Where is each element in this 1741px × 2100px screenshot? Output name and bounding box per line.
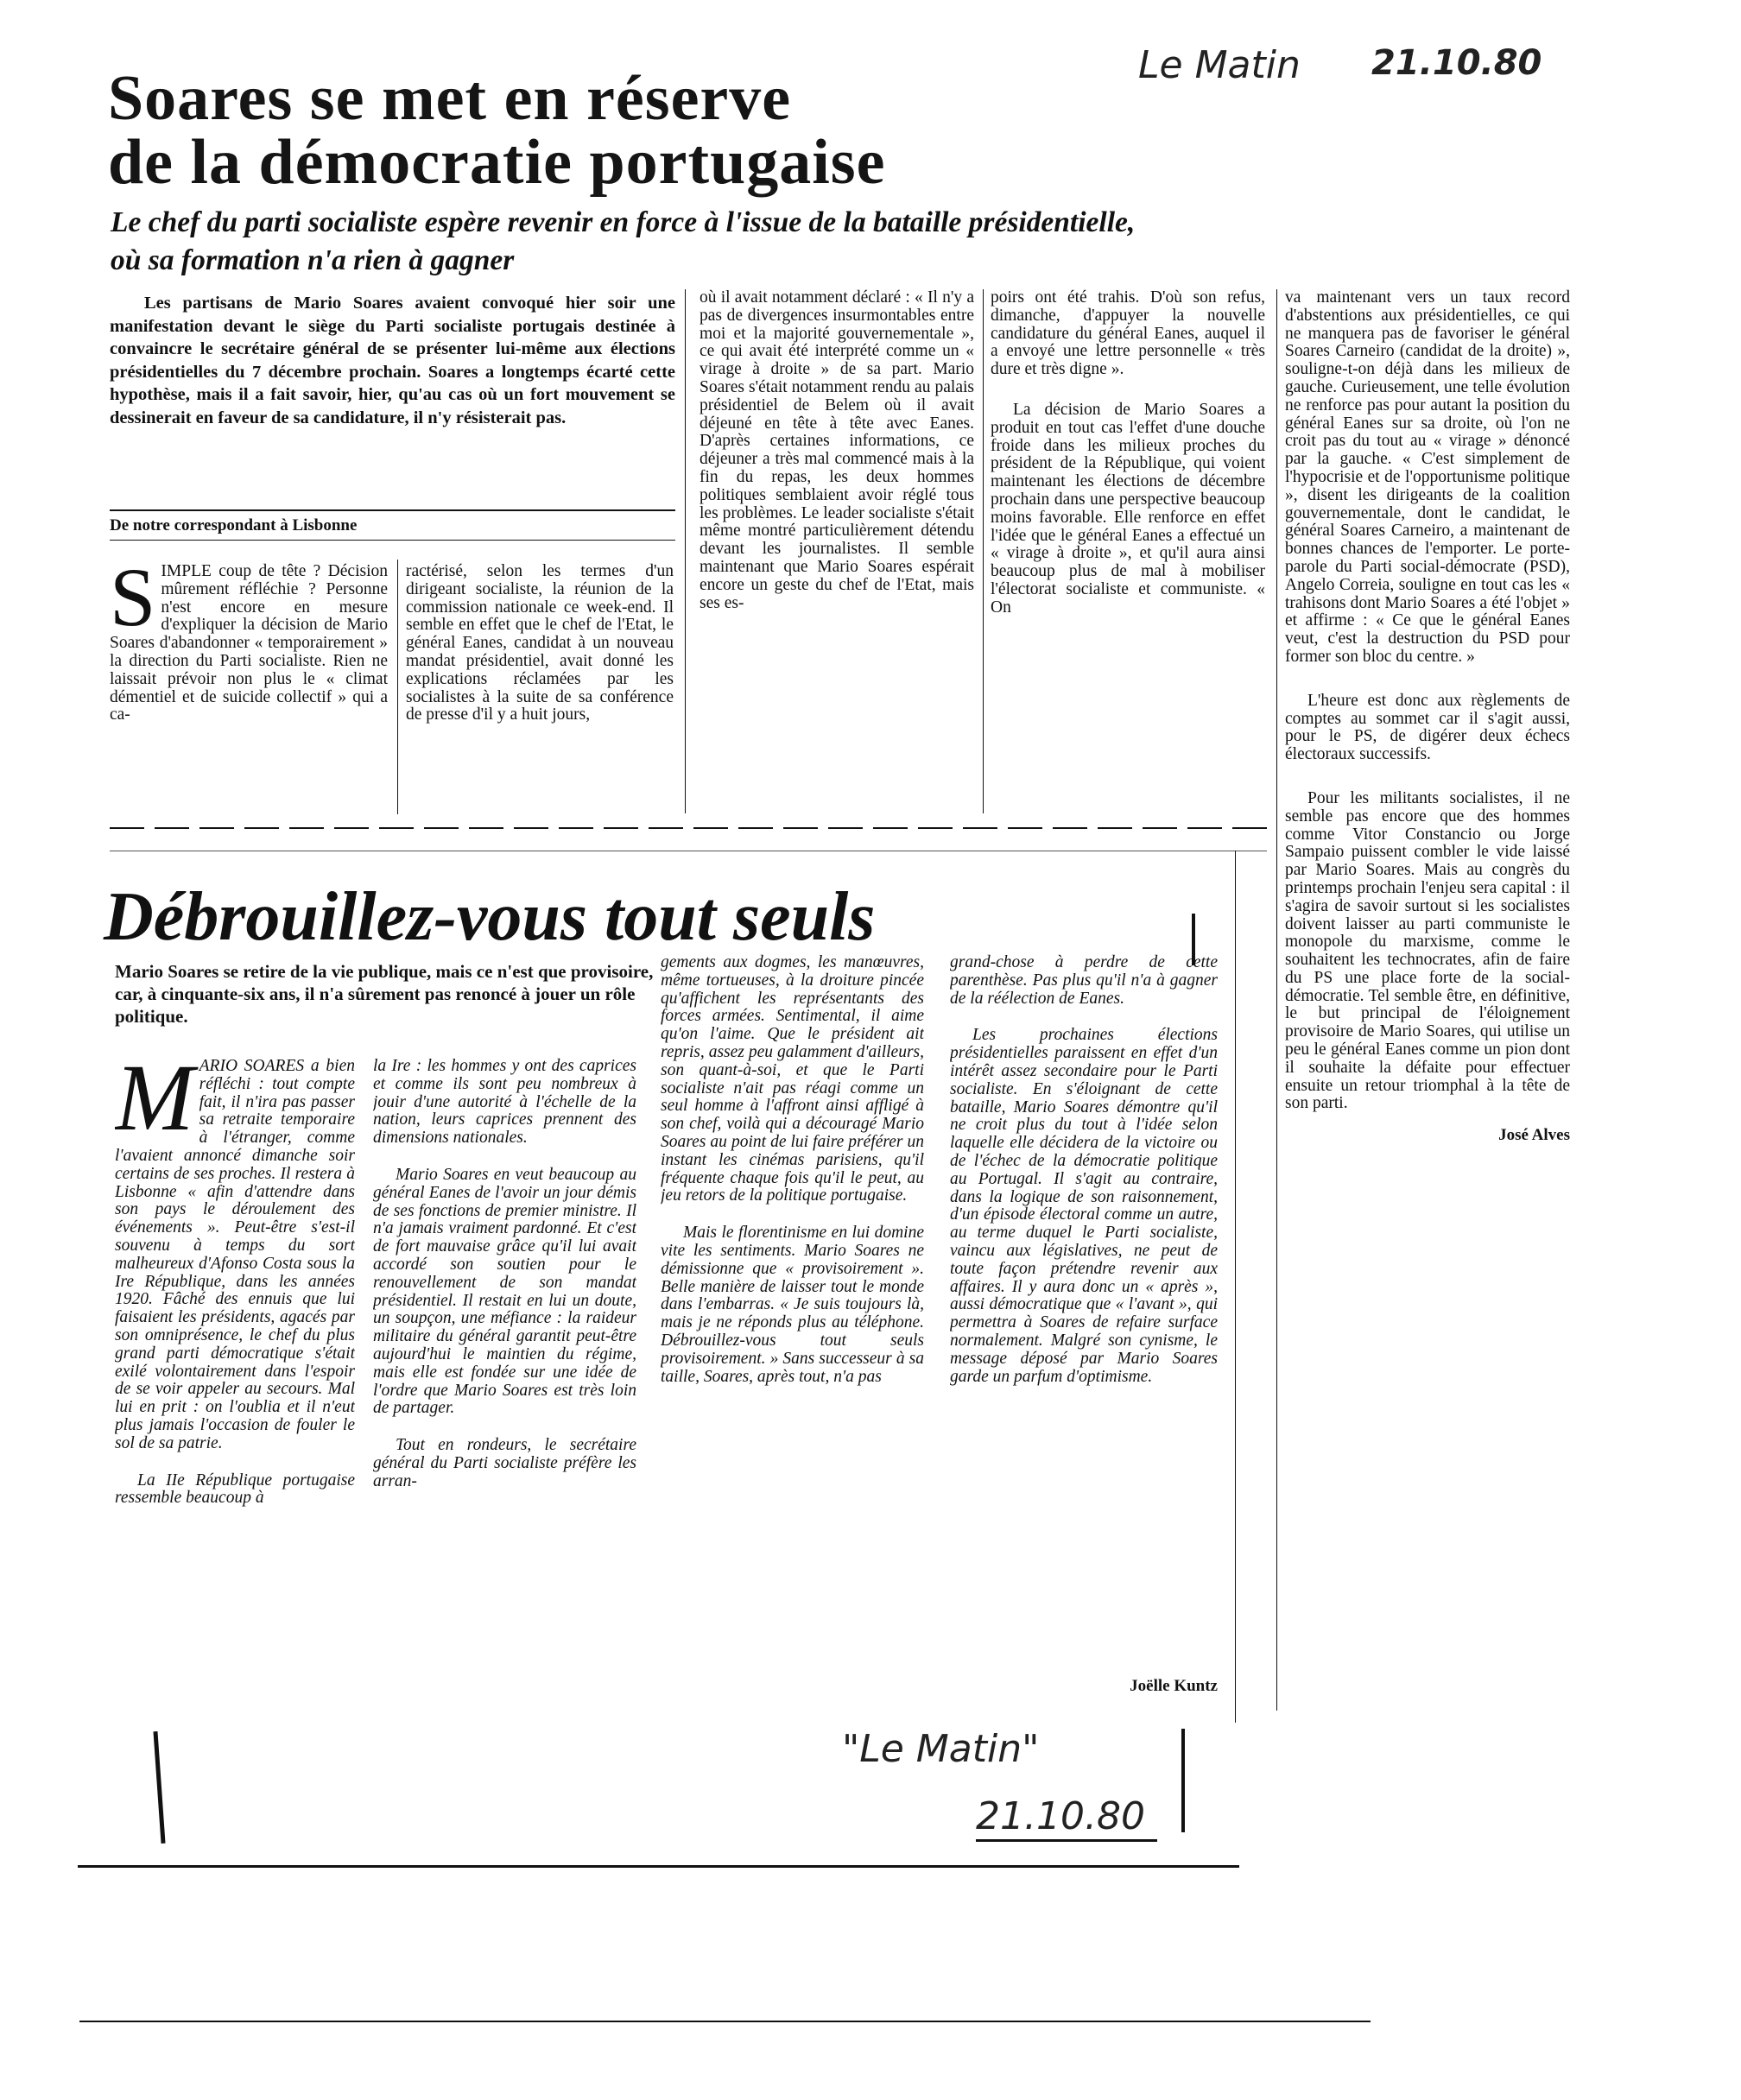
article1-column-5-paragraph-1: va maintenant vers un taux record d'abstentions aux présidentielles, ce qui ne manquera pas de favoriser le général Soares Carneiro (candidat de la droite) », souligne-t-on déjà dans les milieux de gauche. Curieusement, une telle évolution ne renforce pas pour autant la position du général Eanes sur sa droite, où l'on ne croit pas du tout au « virage » dénoncé par la gauche. « C'est simplement de l'hypocrisie et de l'opportunisme politique », disent les dirigeants de la coalition gouvernementale, dont le candidat, le général Soares Carneiro, a maintenant de bonnes chances de l'emporter. Le porte-parole du Parti social-démocrate (PSD), Angelo Correia, souligne en tout cas les « trahisons dont Mario Soares a été l'objet » et affirme : « Ce que le général Eanes veut, c'est la destruction du PSD pour former son bloc du centre. » [1285, 289, 1570, 666]
article2-column-4 [950, 954, 1218, 1679]
article1-column-rule-1 [397, 560, 398, 814]
handwritten-bar-left [153, 1731, 165, 1844]
article1-column-1-text: IMPLE coup de tête ? Décision mûrement réfléchie ? Personne n'est encore en mesure d'expliquer la décision de Mario Soares d'abandonner « temporairement » la direction du Parti socialiste. Rien ne laissait prévoir non plus le « climat démentiel et de suicide collectif » qui a ca- [110, 563, 388, 724]
handwritten-bar-right [1181, 1729, 1185, 1832]
article2-bottom-rule [78, 1865, 1239, 1868]
article1-column-2: ractérisé, selon les termes d'un dirigeant socialiste, la réunion de la commission nationale ce week-end. Il semble en effet que le chef de l'Etat, le général Eanes, candidat à un nouveau mandat présidentiel, avait donné les explications réclamées par les socialistes à la suite de sa conférence de presse d'il y a huit jours, [406, 563, 674, 724]
handwritten-bottom-source-note: "Le Matin" [842, 1727, 1040, 1771]
article2-column-4-paragraph-1: grand-chose à perdre de cette parenthèse. Pas plus qu'il n'a à gagner de la réélection de Eanes. [950, 954, 1218, 1008]
article2-headline: Débrouillez-vous tout seuls [104, 879, 876, 955]
article2-column-1-text: ARIO SOARES a bien réfléchi : tout compte fait, il n'ira pas passer sa retraite temporaire à l'étranger, comme l'avaient annoncé dimanche soir certains de ses proches. Il restera à Lisbonne « afin d'attendre dans son pays le déroulement des événements ». Peut-être s'est-il souvenu à temps du sort malheureux d'Afonso Costa sous la Ire République, dans les années 1920. Fâché des ennuis que lui faisaient les présidents, agacés par son omniprésence, le chef du plus grand parti démocratique s'était exilé volontairement dans l'espoir de se voir appeler au secours. Mal lui en prit : on l'oublia et il n'eut plus jamais l'occasion de fouler le sol de sa patrie. [115, 1058, 355, 1452]
article1-column-rule-4 [1276, 289, 1277, 1711]
article1-signature: José Alves [1498, 1126, 1570, 1145]
article1-byline: De notre correspondant à Lisbonne [110, 516, 358, 534]
article2-column-3-paragraph-2: Mais le florentinisme en lui domine vite les sentiments. Mario Soares ne démissionne que « provisoirement ». Belle manière de laisser tout le monde dans l'embarras. « Je suis toujours là, mais je ne réponds plus au téléphone. Débrouillez-vous tout seuls provisoirement. » Sans successeur à sa taille, Soares, après tout, n'a pas [661, 1224, 924, 1386]
article2-column-3-paragraph-1: gements aux dogmes, les manœuvres, même tortueuses, à la droiture pincée qu'affichent les représentants des forces armées. Sentimental, il aime qu'on l'aime. Que le président ait repris, assez peu galamment d'ailleurs, son quant-à-soi, et que le Parti socialiste n'ait pas réagi comme un seul homme à l'affront ainsi affligé à son chef, voilà qui a découragé Mario Soares au point de lui faire préférer un instant les cinémas parisiens, qu'il fréquente chaque fois qu'il le peut, au jeu retors de la politique portugaise. [661, 954, 924, 1205]
article1-byline-top-rule [110, 509, 675, 511]
article2-column-4-paragraph-2: Les prochaines élections présidentielles paraissent en effet d'un intérêt assez secondaire pour le Parti socialiste. En s'éloignant de cette bataille, Mario Soares démontre qu'il ne croit plus du tout à l'idée selon laquelle elle décidera de la victoire ou de l'échec de la démocratie politique au Portugal. Il s'agit au contraire, dans la logique de son raisonnement, d'un épisode électoral comme un autre, au terme duquel le Parti socialiste, vaincu aux législatives, ne peut de toute façon prétendre revenir aux affaires. Il y aura donc un « après », aussi démocratique que « l'avant », qui permettra à Soares de refaire surface normalement. Malgré son cynisme, le message déposé par Mario Soares garde un parfum d'optimisme. [950, 1026, 1218, 1386]
article1-column-4 [991, 289, 1265, 813]
article1-column-1 [110, 563, 388, 813]
article1-lead: Les partisans de Mario Soares avaient convoqué hier soir une manifestation devant le siège du Parti socialiste portugais destinée à convaincre le secrétaire général de se présenter lui-même aux élections présidentielles du 7 décembre prochain. Soares a longtemps écarté cette hypothèse, mais il a fait savoir, hier, qu'au cas où un fort mouvement se dessinerait en faveur de sa candidature, il n'y résisterait pas. [110, 294, 675, 427]
handwritten-source-note: Le Matin [1138, 43, 1301, 87]
article1-byline-bottom-rule [110, 540, 675, 541]
article1-column-rule-2 [685, 289, 686, 813]
article2-column-2-paragraph-3: Tout en rondeurs, le secrétaire général du Parti socialiste préfère les arran- [373, 1436, 636, 1490]
article1-column-rule-3 [983, 289, 984, 813]
article2-right-rule [1235, 851, 1236, 1723]
article2-column-1 [115, 1058, 355, 1697]
article1-column-4-paragraph-1: poirs ont été trahis. D'où son refus, dimanche, d'appuyer la nouvelle candidature du général Eanes, auquel il a envoyé une lettre personnelle « très dure et très digne ». [991, 289, 1265, 379]
article1-column-5 [1285, 289, 1570, 1688]
article1-dropcap: S [110, 563, 156, 643]
article1-subheadline-line2: où sa formation n'a rien à gagner [111, 244, 515, 276]
handwritten-date-underline [976, 1839, 1157, 1842]
article2-column-3 [661, 954, 924, 1697]
article1-headline-line2: de la démocratie portugaise [108, 127, 886, 198]
article2-signature: Joëlle Kuntz [1130, 1677, 1218, 1695]
article2-column-2-paragraph-2: Mario Soares en veut beaucoup au général Eanes de l'avoir un jour démis de ses fonctions de premier ministre. Il n'a jamais vraiment pardonné. Et c'est de fort mauvaise grâce qu'il lui avait accordé son soutien pour le renouvellement de son mandat présidentiel. Il restait en lui un doute, un soupçon, une méfiance : la raideur militaire du général garantit peut-être aujourd'hui le maintien du régime, mais elle est fondée sur une idée de l'ordre que Mario Soares est très loin de partager. [373, 1165, 636, 1418]
article1-subheadline-line1: Le chef du parti socialiste espère revenir en force à l'issue de la bataille présidentielle, [111, 206, 1136, 238]
article1-column-4-paragraph-2: La décision de Mario Soares a produit en tout cas l'effet d'une douche froide dans les milieux proches du président de la République, qui voient maintenant les élections de décembre prochain dans une perspective beaucoup moins favorable. Elle renforce en effet l'idée que le général Eanes a effectué un « virage à droite », et qu'il aura ainsi beaucoup plus de mal à mobiliser l'électorat socialiste et communiste. « On [991, 400, 1265, 617]
page-bottom-rule [79, 2021, 1371, 2022]
handwritten-bottom-date-note: 21.10.80 [976, 1794, 1145, 1838]
article2-column-2-paragraph-1: la Ire : les hommes y ont des caprices et comme ils sont peu nombreux à jouir d'une autorité à l'échelle de la nation, leurs caprices prennent des dimensions nationales. [373, 1058, 636, 1148]
article1-column-5-paragraph-2: L'heure est donc aux règlements de comptes au sommet car il s'agit aussi, pour le PS, de digérer deux échecs électoraux successifs. [1285, 691, 1570, 764]
article2-column-2 [373, 1058, 636, 1697]
article2-dropcap: M [115, 1058, 194, 1150]
article2-column-1-paragraph-2: La IIe République portugaise ressemble beaucoup à [115, 1471, 355, 1508]
article1-column-5-paragraph-3: Pour les militants socialistes, il ne semble pas encore que des hommes comme Vitor Constancio ou Jorge Sampaio puissent combler le vide laissé par Mario Soares. Mais au congrès du printemps prochain l'enjeu sera capital : il s'agira de savoir surtout si les socialistes doivent laisser au parti communiste le monopole du marxisme, comme le souhaitent les technocrates, afin de faire du PS une place forte de la social-démocratie. Tel semble être, en définitive, le but principal de l'éloignement provisoire de Mario Soares, qui utilise un peu le général Eanes comme un pion dont il souhaite la défaite pour effectuer ensuite un retour triomphal à la tête de son parti. [1285, 788, 1570, 1113]
article1-headline-line1: Soares se met en réserve [108, 63, 792, 134]
handwritten-date-note: 21.10.80 [1371, 43, 1542, 83]
article-separator-rule [110, 827, 1267, 829]
article1-column-3: où il avait notamment déclaré : « Il n'y a pas de divergences insurmontables entre moi et la majorité gouvernementale », ce qui avait été interprété comme un « virage à droite » de sa part. Mario Soares s'était notamment rendu au palais présidentiel de Belem où il avait déjeuné en tête à tête avec Eanes. D'après certaines informations, ce déjeuner a très mal commencé mais à la fin du repas, les deux hommes politiques semblaient avoir réglé tous les problèmes. Le leader socialiste s'était même montré particulièrement détendu devant les journalistes. Il semble maintenant que Mario Soares espérait encore un geste du chef de l'Etat, mais ses es- [700, 289, 974, 612]
article2-lead: Mario Soares se retire de la vie publique, mais ce n'est que provisoire, car, à cinquante-six ans, il n'a sûrement pas renoncé à jouer un rôle politique. [115, 961, 654, 1027]
